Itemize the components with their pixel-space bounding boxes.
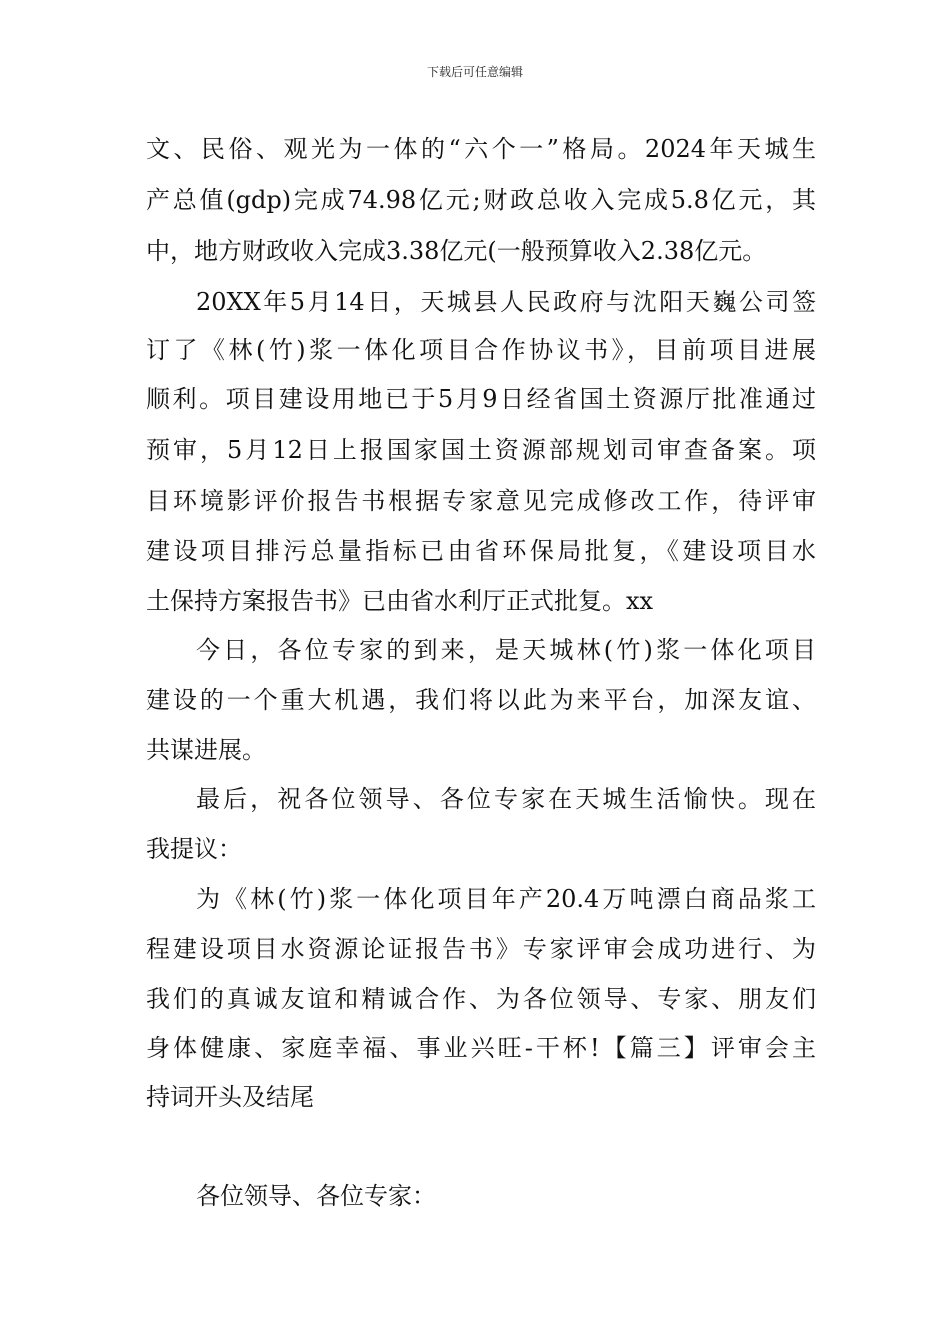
text-line: 程建设项目水资源论证报告书》专家评审会成功进行、为	[146, 935, 816, 963]
text-line: 订了《林(竹)浆一体化项目合作协议书》，目前项目进展	[146, 336, 816, 364]
text-line: 我们的真诚友谊和精诚合作、为各位领导、专家、朋友们	[146, 985, 816, 1013]
text-line: 持词开头及结尾	[146, 1083, 314, 1111]
text-line: 为《林(竹)浆一体化项目年产20.4万吨漂白商品浆工	[196, 885, 816, 913]
text-line: 建设的一个重大机遇，我们将以此为来平台，加深友谊、	[146, 686, 816, 714]
text-line: 目环境影评价报告书根据专家意见完成修改工作，待评审	[146, 487, 816, 515]
text-line: 产总值(gdp)完成74.98亿元;财政总收入完成5.8亿元，其	[146, 186, 816, 214]
text-line: 共谋进展。	[146, 736, 266, 764]
text-line: 身体健康、家庭幸福、事业兴旺-干杯!【篇三】评审会主	[146, 1034, 816, 1062]
page-header: 下载后可任意编辑	[426, 65, 523, 79]
text-line: 今日，各位专家的到来，是天城林(竹)浆一体化项目	[196, 636, 816, 664]
text-line: 顺利。项目建设用地已于5月9日经省国土资源厅批准通过	[146, 385, 816, 413]
text-line: 我提议：	[146, 835, 242, 863]
salutation-line: 各位领导、各位专家：	[196, 1182, 436, 1210]
text-line: 预审，5月12日上报国家国土资源部规划司审查备案。项	[146, 436, 816, 464]
text-line: 最后，祝各位领导、各位专家在天城生活愉快。现在	[196, 785, 816, 813]
text-line: 20XX年5月14日，天城县人民政府与沈阳天巍公司签	[196, 288, 816, 316]
text-line: 文、民俗、观光为一体的“六个一”格局。2024年天城生	[146, 135, 816, 163]
text-line: 土保持方案报告书》已由省水利厅正式批复。xx	[146, 587, 654, 615]
text-line: 中，地方财政收入完成3.38亿元(一般预算收入2.38亿元。	[146, 237, 767, 265]
text-line: 建设项目排污总量指标已由省环保局批复，《建设项目水	[146, 537, 816, 565]
